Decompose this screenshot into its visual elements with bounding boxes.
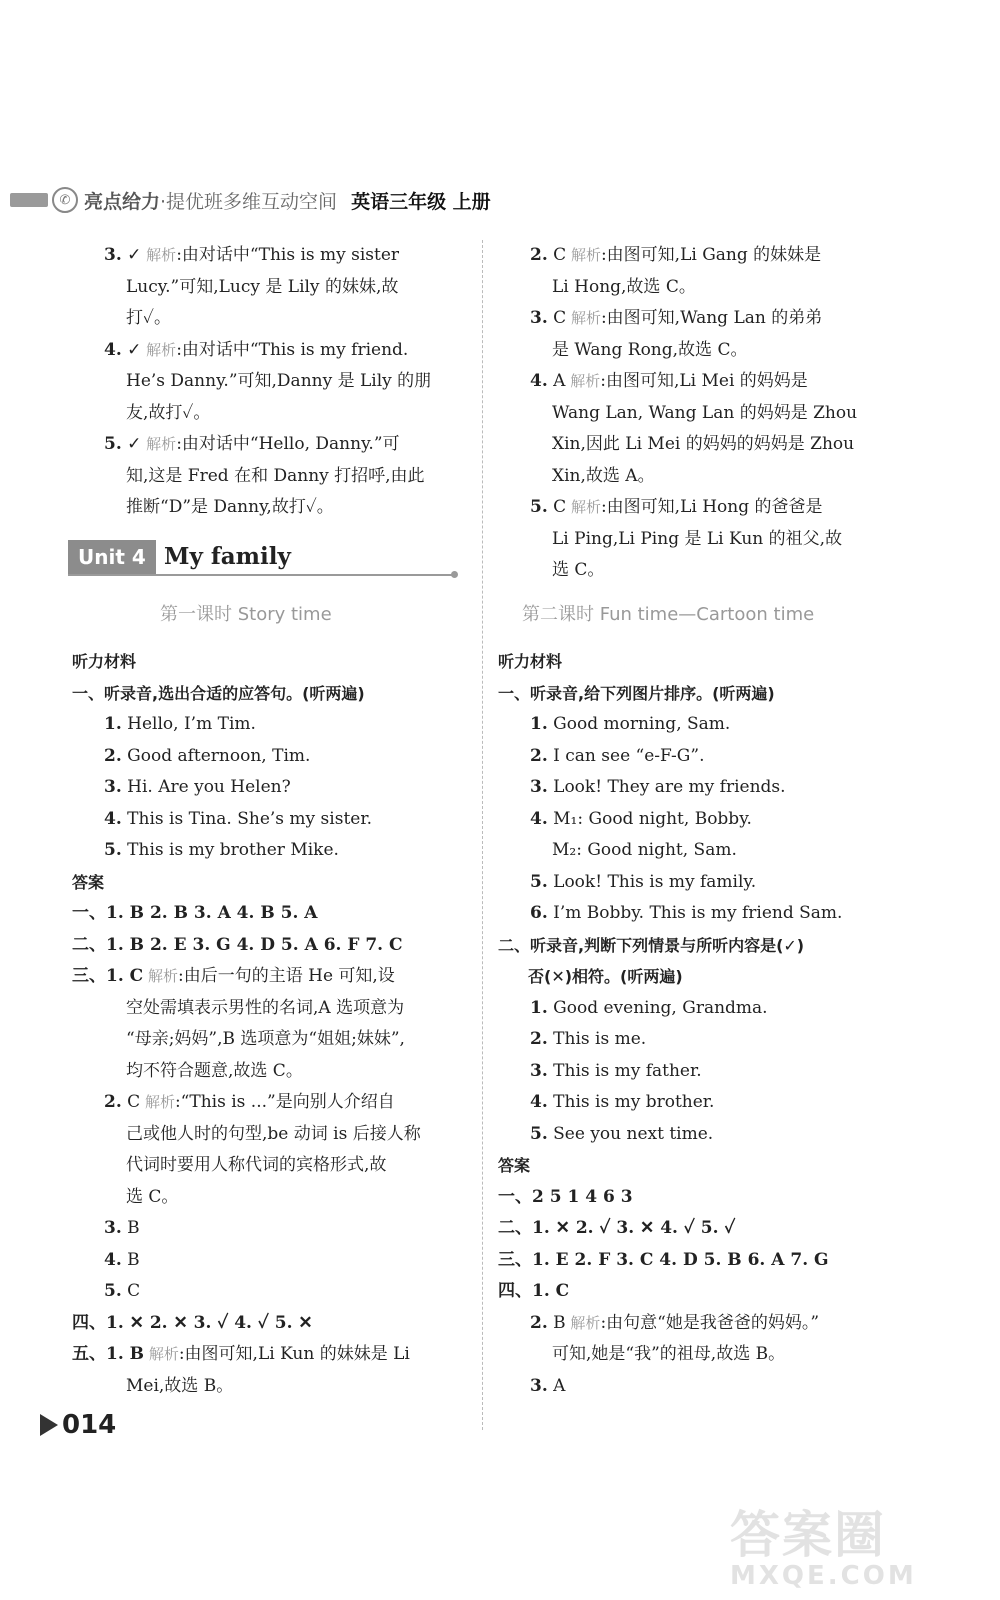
- answer-line: [72, 1339, 467, 1371]
- watermark: [730, 1495, 980, 1590]
- analysis-label: 解析: [141, 435, 177, 453]
- answer-line: [72, 272, 467, 304]
- analysis-label: 解析: [141, 340, 177, 359]
- item-number: 2.: [104, 745, 122, 766]
- page-arrow-icon: [40, 1414, 58, 1436]
- watermark-url: MXQE.COM: [730, 1561, 917, 1591]
- item-number: 3.: [104, 1218, 122, 1238]
- item-answer: C: [547, 245, 567, 265]
- item-text: A: [547, 1375, 566, 1396]
- line-text: Lucy.”可知,Lucy 是 Lily 的妹妹,故: [126, 276, 399, 297]
- item-number: 1.: [104, 714, 122, 734]
- answer-line: [72, 240, 467, 272]
- item-number: 3.: [104, 245, 122, 265]
- item-number: 4.: [104, 339, 122, 360]
- header-decoration-bar: [10, 193, 48, 207]
- answer-line: [72, 1087, 467, 1119]
- answer-lead: 五、1. B: [72, 1344, 145, 1364]
- item-number: 5.: [104, 840, 122, 860]
- list-item: [72, 1245, 467, 1277]
- item-number: 5.: [104, 1281, 122, 1301]
- section-label: 听力材料: [498, 652, 563, 671]
- item-number: 6.: [530, 903, 548, 923]
- item-answer: ✓: [121, 245, 142, 265]
- item-text: See you next time.: [547, 1123, 714, 1144]
- page-number-text: 014: [62, 1410, 117, 1440]
- item-text: Good morning, Sam.: [547, 714, 731, 734]
- line-text: Xin,故选 A。: [552, 465, 655, 486]
- item-text: M₁: Good night, Bobby.: [547, 808, 752, 829]
- item-number: 5.: [104, 434, 122, 454]
- item-text: I can see “e-F-G”.: [547, 745, 705, 766]
- continuation-line: 可知,她是“我”的祖母,故选 B。: [552, 1344, 786, 1364]
- item-answer: C: [547, 308, 567, 328]
- answer-line: [72, 492, 467, 524]
- continuation-line: 均不符合题意,故选 C。: [126, 1060, 303, 1081]
- section-label: 听力材料: [72, 652, 137, 671]
- list-item: [498, 741, 893, 773]
- watermark-text: 答案圈: [730, 1506, 886, 1564]
- item-number: 3.: [530, 308, 548, 328]
- item-text: Look! They are my friends.: [547, 777, 786, 797]
- item-number: 3.: [530, 1375, 548, 1396]
- list-item: [498, 709, 893, 741]
- answer-line: [72, 961, 467, 993]
- item-text: Hi. Are you Helen?: [121, 777, 291, 797]
- item-number: 1.: [530, 714, 548, 734]
- answer-line: [498, 366, 893, 398]
- item-text: This is my father.: [547, 1060, 702, 1081]
- answer-line: [72, 335, 467, 367]
- line-text: :由句意“她是我爸爸的妈妈。”: [600, 1312, 820, 1333]
- item-number: 2.: [104, 1092, 122, 1112]
- line-text: :“This is ...”是向别人介绍自: [174, 1092, 395, 1112]
- unit-title: My family: [164, 543, 291, 570]
- answer-line: [72, 398, 467, 430]
- line-text: 推断“D”是 Danny,故打✓。: [126, 497, 334, 517]
- item-text: This is me.: [547, 1029, 647, 1049]
- unit-rule-dot: [451, 571, 458, 578]
- item-text: B: [121, 1218, 140, 1238]
- continuation-line: 代词时要用人称代词的宾格形式,故: [126, 1155, 387, 1175]
- item-number: 1.: [530, 997, 548, 1018]
- item-text: Hello, I’m Tim.: [121, 714, 256, 734]
- answer-row: 四、1. C: [498, 1281, 570, 1301]
- question-heading: 否(✕)相符。(听两遍): [528, 967, 683, 986]
- list-item: [72, 1276, 467, 1308]
- section-label: 答案: [498, 1156, 531, 1175]
- line-text: :由对话中“This is my friend.: [176, 339, 409, 360]
- line-text: 选 C。: [552, 560, 605, 580]
- analysis-label: 解析: [143, 967, 178, 985]
- answer-line: [72, 303, 467, 335]
- item-text: I’m Bobby. This is my friend Sam.: [547, 903, 843, 923]
- item-answer: ✓: [121, 339, 142, 360]
- list-item: [72, 709, 467, 741]
- answer-line: [72, 461, 467, 493]
- line-text: :由后一句的主语 He 可知,设: [177, 966, 395, 986]
- item-number: 4.: [530, 1092, 548, 1112]
- question-heading: 二、听录音,判断下列情景与所听内容是(✓): [498, 935, 805, 955]
- unit-label: Unit 4: [68, 540, 156, 574]
- answer-line: [498, 555, 893, 587]
- item-answer: C: [547, 497, 567, 517]
- item-number: 5.: [530, 1123, 548, 1144]
- line-text: Li Hong,故选 C。: [552, 276, 696, 297]
- item-number: 4.: [530, 371, 548, 391]
- item-text: Good evening, Grandma.: [547, 997, 768, 1018]
- continuation-line: “母亲;妈妈”,B 选项意为“姐姐;妹妹”,: [126, 1029, 405, 1049]
- list-item: [72, 835, 467, 867]
- item-answer: A: [547, 371, 566, 391]
- continuation-line: 选 C。: [126, 1186, 179, 1207]
- line-text: :由图可知,Wang Lan 的弟弟: [600, 308, 823, 328]
- answer-line: [498, 1308, 893, 1340]
- list-item: [72, 804, 467, 836]
- analysis-label: 解析: [141, 246, 177, 264]
- header-brand: 亮点给力: [84, 190, 161, 213]
- item-text: This is Tina. She’s my sister.: [121, 808, 372, 829]
- answer-line: [72, 366, 467, 398]
- column-divider: [482, 240, 483, 1430]
- answer-row: 四、1. ✕ 2. ✕ 3. ✓ 4. ✓ 5. ✕: [72, 1312, 313, 1333]
- brand-logo-icon: ✆: [52, 187, 78, 213]
- answer-line: [498, 461, 893, 493]
- line-text: Xin,因此 Li Mei 的妈妈的妈妈是 Zhou: [552, 434, 855, 454]
- analysis-label: 解析: [144, 1345, 179, 1363]
- item-number: 2.: [530, 245, 548, 265]
- right-column-top: [498, 240, 893, 587]
- unit-heading: [68, 540, 458, 578]
- answer-line: [498, 398, 893, 430]
- continuation-line: 己或他人时的句型,be 动词 is 后接人称: [126, 1123, 421, 1144]
- line-text: 是 Wang Rong,故选 C。: [552, 339, 748, 360]
- list-item: [498, 804, 893, 836]
- item-number: 2.: [530, 1029, 548, 1049]
- answer-line: [498, 303, 893, 335]
- line-text: Wang Lan, Wang Lan 的妈妈是 Zhou: [552, 402, 858, 423]
- left-column-bottom: [72, 646, 467, 1402]
- line-text: Li Ping,Li Ping 是 Li Kun 的祖父,故: [552, 528, 843, 549]
- list-item: [498, 1087, 893, 1119]
- item-text: Look! This is my family.: [547, 871, 757, 892]
- analysis-label: 解析: [566, 309, 601, 327]
- item-number: 3.: [530, 777, 548, 797]
- list-item: [498, 1371, 893, 1403]
- answer-line: [498, 272, 893, 304]
- answer-row: 一、2 5 1 4 6 3: [498, 1186, 633, 1207]
- item-number: 2.: [530, 745, 548, 766]
- answer-line: [498, 240, 893, 272]
- line-text: 友,故打✓。: [126, 402, 211, 423]
- answer-row: 一、1. B 2. B 3. A 4. B 5. A: [72, 903, 318, 923]
- list-item: [498, 772, 893, 804]
- unit-rule: [68, 574, 452, 576]
- line-text: He’s Danny.”可知,Danny 是 Lily 的朋: [126, 371, 432, 391]
- item-number: 5.: [530, 871, 548, 892]
- answer-line: [72, 429, 467, 461]
- list-item-continued: M₂: Good night, Sam.: [552, 840, 737, 860]
- continuation-line: Mei,故选 B。: [126, 1375, 234, 1396]
- list-item: [498, 1024, 893, 1056]
- lesson-title-left: 第一课时 Story time: [160, 604, 332, 625]
- page-number: [40, 1410, 116, 1440]
- answer-line: [498, 429, 893, 461]
- section-label: 答案: [72, 872, 105, 892]
- analysis-label: 解析: [565, 1313, 601, 1332]
- item-number: 4.: [104, 808, 122, 829]
- list-item: [498, 993, 893, 1025]
- item-answer: ✓: [121, 434, 142, 454]
- item-answer: B: [547, 1312, 566, 1333]
- answer-line: [498, 524, 893, 556]
- line-text: 知,这是 Fred 在和 Danny 打招呼,由此: [126, 465, 425, 486]
- question-heading: 一、听录音,选出合适的应答句。(听两遍): [72, 683, 365, 703]
- answer-row: 三、1. E 2. F 3. C 4. D 5. B 6. A 7. G: [498, 1249, 829, 1270]
- continuation-line: 空处需填表示男性的名词,A 选项意为: [126, 997, 405, 1018]
- lesson-title-right: 第二课时 Fun time—Cartoon time: [522, 604, 815, 625]
- item-text: C: [121, 1281, 141, 1301]
- answer-row: 二、1. B 2. E 3. G 4. D 5. A 6. F 7. C: [72, 934, 403, 955]
- question-heading: 一、听录音,给下列图片排序。(听两遍): [498, 683, 775, 703]
- item-number: 2.: [530, 1312, 548, 1333]
- item-answer: C: [121, 1092, 141, 1112]
- list-item: [498, 1056, 893, 1088]
- analysis-label: 解析: [140, 1093, 175, 1111]
- list-item: [498, 1119, 893, 1151]
- item-number: 3.: [104, 777, 122, 797]
- line-text: 打✓。: [126, 308, 171, 328]
- list-item: [498, 898, 893, 930]
- analysis-label: 解析: [566, 498, 601, 516]
- answer-row: 二、1. ✕ 2. ✓ 3. ✕ 4. ✓ 5. ✓: [498, 1218, 736, 1238]
- answer-line: [498, 492, 893, 524]
- answer-line: [498, 335, 893, 367]
- header-book-title: 英语三年级 上册: [351, 190, 491, 213]
- item-text: This is my brother.: [547, 1092, 715, 1112]
- page-header: [10, 182, 610, 218]
- analysis-label: 解析: [565, 372, 601, 390]
- item-number: 4.: [530, 808, 548, 829]
- list-item: [498, 867, 893, 899]
- header-subtitle: ·提优班多维互动空间: [160, 190, 338, 213]
- item-text: B: [121, 1249, 140, 1270]
- right-column-bottom: [498, 646, 893, 1402]
- item-number: 3.: [530, 1060, 548, 1081]
- item-number: 5.: [530, 497, 548, 517]
- list-item: [72, 772, 467, 804]
- analysis-label: 解析: [566, 246, 601, 264]
- list-item: [72, 741, 467, 773]
- line-text: :由图可知,Li Gang 的妹妹是: [600, 245, 822, 265]
- item-number: 4.: [104, 1249, 122, 1270]
- line-text: :由图可知,Li Kun 的妹妹是 Li: [178, 1344, 410, 1364]
- list-item: [72, 1213, 467, 1245]
- line-text: :由对话中“Hello, Danny.”可: [176, 434, 400, 454]
- answer-lead: 三、1. C: [72, 966, 144, 986]
- line-text: :由图可知,Li Hong 的爸爸是: [600, 497, 823, 517]
- left-column-top: [72, 240, 467, 524]
- line-text: :由对话中“This is my sister: [176, 245, 400, 265]
- item-text: Good afternoon, Tim.: [121, 745, 311, 766]
- line-text: :由图可知,Li Mei 的妈妈是: [600, 371, 808, 391]
- item-text: This is my brother Mike.: [121, 840, 339, 860]
